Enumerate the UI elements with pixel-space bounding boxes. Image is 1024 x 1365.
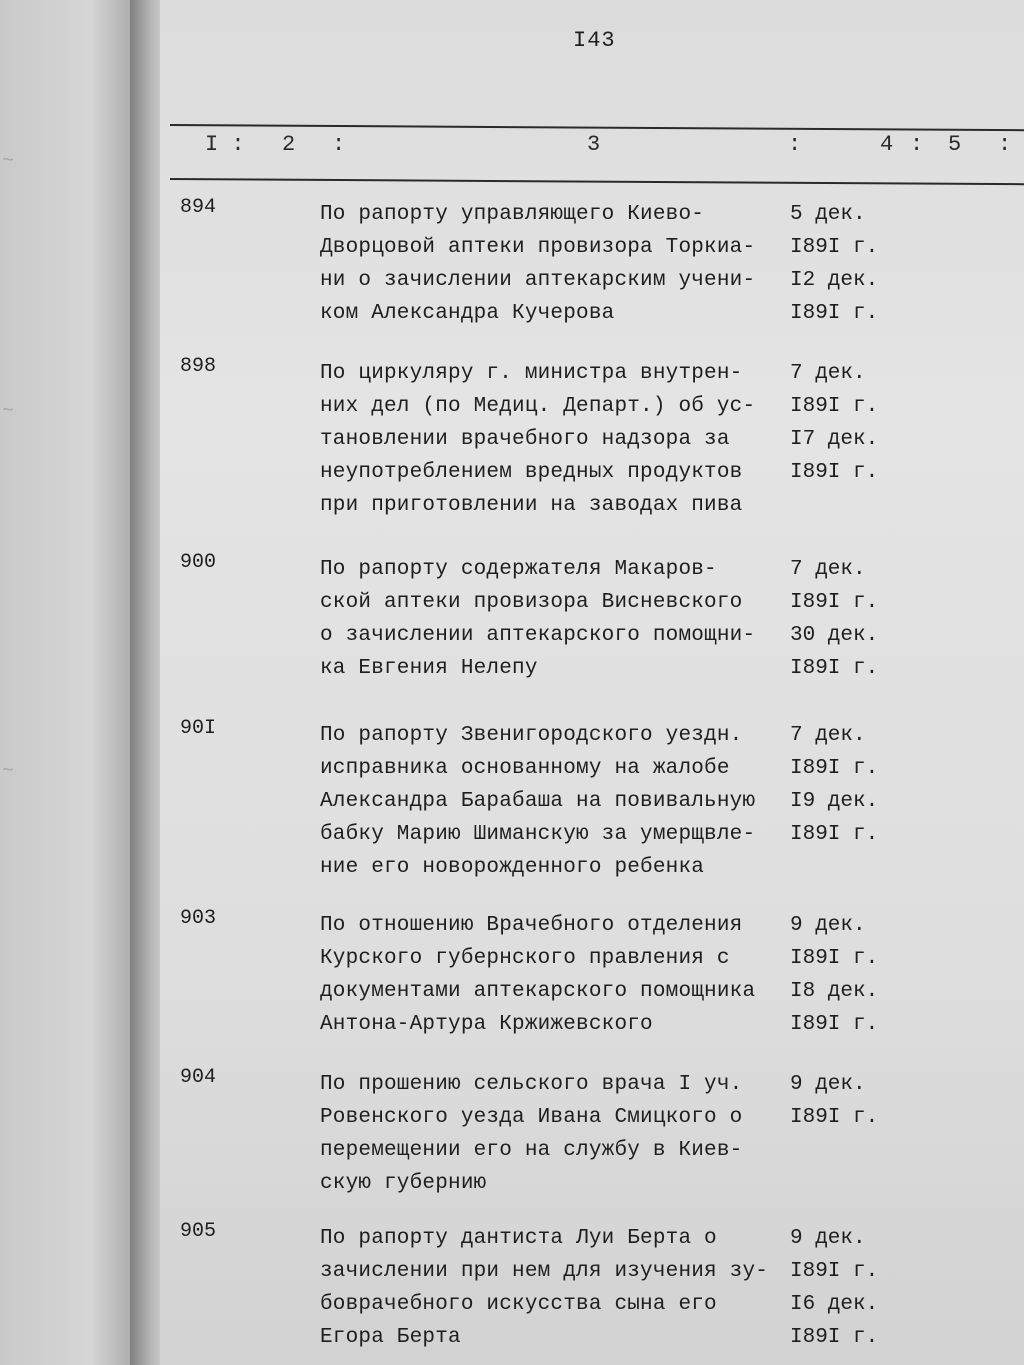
description-line: По рапорту управляющего Киево- <box>320 203 705 226</box>
date-line: I9 дек. <box>790 790 879 813</box>
entry-description <box>320 1068 780 1200</box>
description-line: них дел (по Медиц. Департ.) об ус- <box>320 395 756 418</box>
date-line: I8 дек. <box>790 980 879 1003</box>
entry-dates <box>790 719 910 851</box>
bleed-through-text: ~ <box>2 400 15 423</box>
description-line: По рапорту содержателя Макаров- <box>320 558 717 581</box>
date-line: 9 дек. <box>790 1073 866 1096</box>
entry-description <box>320 1222 780 1354</box>
description-line: документами аптекарского помощника <box>320 980 756 1003</box>
column-header-2: 2 <box>282 132 296 157</box>
description-line: ние его новорожденного ребенка <box>320 856 705 879</box>
entry-description <box>320 198 780 330</box>
description-line: боврачебного искусства сына его <box>320 1293 717 1316</box>
description-line: ка Евгения Нелепу <box>320 657 538 680</box>
description-line: скую губернию <box>320 1172 487 1195</box>
date-line: I89I г. <box>790 657 879 680</box>
header-rule-top <box>170 124 1024 131</box>
description-line: ни о зачислении аптекарским учени- <box>320 269 756 292</box>
entry-dates <box>790 198 910 330</box>
description-line: тановлении врачебного надзора за <box>320 428 730 451</box>
description-line: при приготовлении на заводах пива <box>320 494 743 517</box>
date-line: 7 дек. <box>790 724 866 747</box>
description-line: Александра Барабаша на повивальную <box>320 790 756 813</box>
description-line: По рапорту Звенигородского уездн. <box>320 724 743 747</box>
column-separator: : <box>788 132 802 157</box>
description-line: о зачислении аптекарского помощни- <box>320 624 756 647</box>
bleed-through-text: ~ <box>2 760 15 783</box>
date-line: 9 дек. <box>790 914 866 937</box>
entry-description <box>320 553 780 685</box>
column-header-1: I : <box>205 132 245 157</box>
description-line: исправника основанному на жалобе <box>320 757 730 780</box>
entry-number: 90I <box>180 717 217 740</box>
date-line: I89I г. <box>790 1106 879 1129</box>
date-line: I6 дек. <box>790 1293 879 1316</box>
date-line: I2 дек. <box>790 269 879 292</box>
date-line: 5 дек. <box>790 203 866 226</box>
description-line: По отношению Врачебного отделения <box>320 914 743 937</box>
facing-page <box>0 0 150 1365</box>
date-line: I89I г. <box>790 947 879 970</box>
document-page <box>160 0 1024 1365</box>
entry-dates <box>790 553 910 685</box>
entry-description <box>320 909 780 1041</box>
column-separator: : <box>910 132 924 157</box>
description-line: ской аптеки провизора Висневского <box>320 591 743 614</box>
header-rule-bottom <box>170 178 1024 185</box>
entry-number: 898 <box>180 355 217 378</box>
date-line: I89I г. <box>790 302 879 325</box>
column-separator: : <box>998 132 1012 157</box>
date-line: I89I г. <box>790 395 879 418</box>
entry-dates <box>790 1222 910 1354</box>
date-line: I89I г. <box>790 757 879 780</box>
date-line: I89I г. <box>790 1013 879 1036</box>
entry-description <box>320 719 780 884</box>
date-line: I89I г. <box>790 1326 879 1349</box>
description-line: По циркуляру г. министра внутрен- <box>320 362 743 385</box>
entry-number: 894 <box>180 196 217 219</box>
date-line: 9 дек. <box>790 1227 866 1250</box>
entry-description <box>320 357 780 522</box>
entry-dates <box>790 1068 910 1134</box>
description-line: Дворцовой аптеки провизора Торкиа- <box>320 236 756 259</box>
description-line: перемещении его на службу в Киев- <box>320 1139 743 1162</box>
description-line: Курского губернского правления с <box>320 947 730 970</box>
date-line: I89I г. <box>790 236 879 259</box>
date-line: I89I г. <box>790 461 879 484</box>
description-line: По прошению сельского врача I уч. <box>320 1073 743 1096</box>
date-line: I89I г. <box>790 1260 879 1283</box>
entry-dates <box>790 357 910 489</box>
entry-dates <box>790 909 910 1041</box>
column-header-3: 3 <box>587 132 601 157</box>
description-line: зачислении при нем для изучения зу- <box>320 1260 769 1283</box>
description-line: Егора Берта <box>320 1326 461 1349</box>
description-line: По рапорту дантиста Луи Берта о <box>320 1227 717 1250</box>
date-line: I7 дек. <box>790 428 879 451</box>
description-line: неупотреблением вредных продуктов <box>320 461 743 484</box>
entry-number: 905 <box>180 1220 217 1243</box>
description-line: бабку Марию Шиманскую за умерщвле- <box>320 823 756 846</box>
date-line: I89I г. <box>790 591 879 614</box>
date-line: I89I г. <box>790 823 879 846</box>
entry-number: 904 <box>180 1066 217 1089</box>
column-header-4: 4 <box>880 132 894 157</box>
description-line: Антона-Артура Кржижевского <box>320 1013 653 1036</box>
date-line: 7 дек. <box>790 362 866 385</box>
bleed-through-text: ~ <box>2 150 15 173</box>
description-line: Ровенского уезда Ивана Смицкого о <box>320 1106 743 1129</box>
entry-number: 900 <box>180 551 217 574</box>
description-line: ком Александра Кучерова <box>320 302 615 325</box>
column-header-5: 5 <box>948 132 962 157</box>
column-separator: : <box>332 132 346 157</box>
entry-number: 903 <box>180 907 217 930</box>
page-number: I43 <box>573 28 616 53</box>
date-line: 7 дек. <box>790 558 866 581</box>
date-line: 30 дек. <box>790 624 879 647</box>
